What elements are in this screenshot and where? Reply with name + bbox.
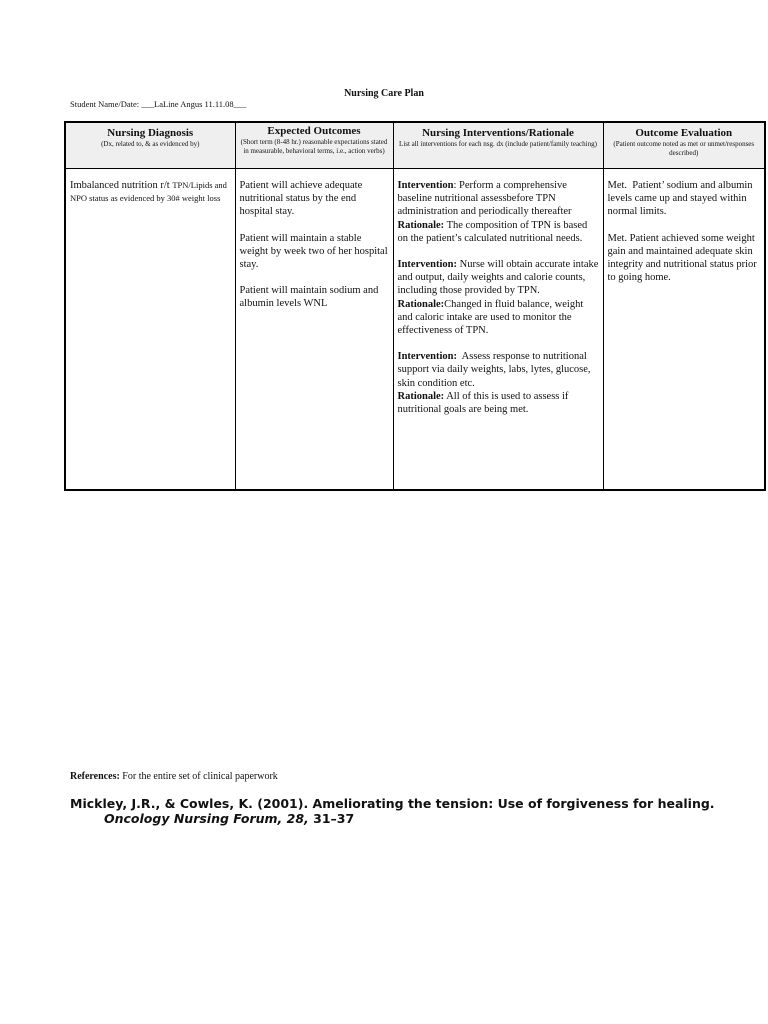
diagnosis-cell — [65, 169, 235, 491]
rationale-text: Changed in fluid balance, weight and caloric intake are used to monitor the effectiveness of TPN. — [397, 298, 584, 337]
header-expected-outcomes — [235, 122, 393, 169]
diagnosis-text: TPN/Lipids and NPO status as evidenced by 30# weight loss — [70, 180, 227, 204]
intervention-label: Intervention: — [397, 351, 457, 363]
document-title: Nursing Care Plan — [344, 88, 424, 99]
reference-citation — [70, 796, 750, 826]
interventions-cell — [393, 169, 603, 491]
outcome-item: Patient will maintain a stable weight by week two of her hospital stay. — [239, 232, 388, 271]
intervention-rationale-pair — [398, 350, 599, 416]
intervention-label: Intervention — [397, 180, 454, 191]
rationale-label: Rationale: — [397, 390, 445, 402]
header-outcome-evaluation — [603, 122, 765, 169]
header-title: Outcome Evaluation — [635, 127, 733, 139]
journal-name: Oncology Nursing Forum, 28, — [104, 811, 309, 826]
student-name-date: Student Name/Date: ___LaLine Angus 11.11.08___ — [70, 99, 247, 109]
header-title: Expected Outcomes — [267, 125, 361, 137]
intervention-text: : Perform a comprehensive baseline nutritional assessbefore TPN administration and periodically thereafter — [397, 180, 572, 218]
citation-main: Mickley, J.R., & Cowles, K. (2001). Ameliorating the tension: Use of forgiveness for healing. — [70, 796, 715, 811]
outcome-item: Patient will maintain sodium and albumin levels WNL — [239, 285, 379, 310]
outcome-item: Patient will achieve adequate nutritional status by the end hospital stay. — [239, 180, 363, 218]
citation-journal — [70, 811, 750, 826]
rationale-text: The composition of TPN is based on the patient’s calculated nutritional needs. — [397, 219, 588, 244]
intervention-label: Intervention: — [397, 259, 457, 271]
references-line — [70, 771, 278, 782]
table-row — [65, 169, 765, 491]
header-row — [65, 122, 765, 169]
intervention-text: Nurse will obtain accurate intake and output, daily weights and calorie counts, including those provided by TPN. — [397, 259, 599, 297]
header-subtitle: (Dx, related to, & as evidenced by) — [101, 140, 200, 148]
rationale-label: Rationale: — [397, 219, 445, 231]
outcomes-cell — [235, 169, 393, 491]
care-plan-table — [64, 121, 766, 491]
header-title: Nursing Interventions/Rationale — [422, 127, 574, 139]
rationale-text: All of this is used to assess if nutritional goals are being met. — [397, 390, 569, 416]
intervention-rationale-pair — [398, 179, 599, 245]
header-nursing-diagnosis — [65, 122, 235, 169]
intervention-rationale-pair — [398, 258, 599, 337]
header-title: Nursing Diagnosis — [107, 127, 194, 139]
header-interventions-rationale — [393, 122, 603, 169]
diagnosis-lead: Imbalanced nutrition r/t — [70, 180, 173, 191]
evaluation-item: Met. Patient achieved some weight gain and maintained adequate skin integrity and nutritional status prior to going home. — [607, 232, 757, 284]
evaluation-cell — [603, 169, 765, 491]
references-note: For the entire set of clinical paperwork — [119, 771, 278, 782]
journal-pages: 31–37 — [308, 811, 355, 826]
rationale-label: Rationale: — [397, 298, 445, 310]
header-subtitle: List all interventions for each nsg. dx (include patient/family teaching) — [399, 140, 597, 148]
references-label: References: — [70, 771, 120, 782]
intervention-text: Assess response to nutritional support via daily weights, labs, lytes, glucose, skin condition etc. — [397, 351, 594, 389]
header-subtitle: (Patient outcome noted as met or unmet/responses described) — [613, 140, 755, 157]
header-subtitle: (Short term (8-48 hr.) reasonable expectations stated in measurable, behavioral terms, i.e., action verbs) — [240, 138, 388, 155]
evaluation-item: Met. Patient’ sodium and albumin levels came up and stayed within normal limits. — [607, 180, 756, 218]
